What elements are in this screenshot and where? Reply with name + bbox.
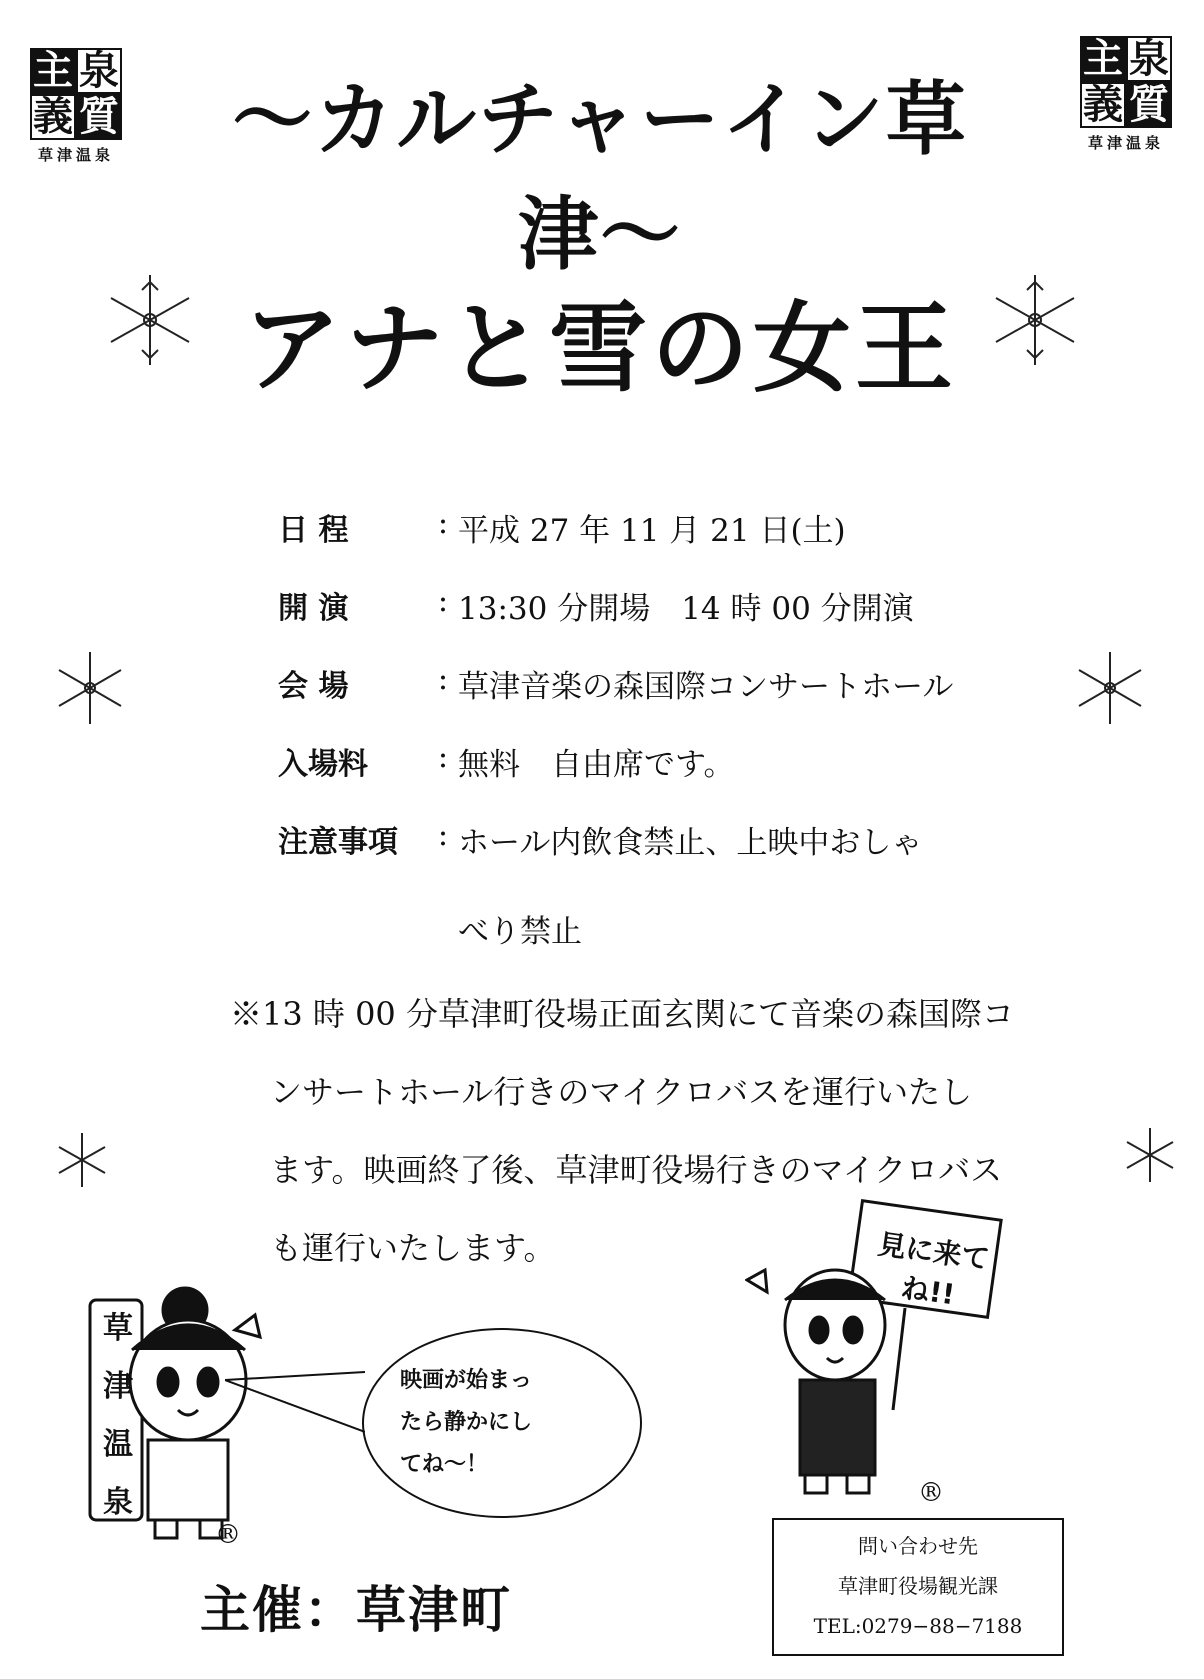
speech-bubble-tail (225, 1370, 365, 1440)
note-line: ※13 時 00 分草津町役場正面玄関にて音楽の森国際コ (230, 995, 1014, 1033)
snowflake-icon (985, 270, 1085, 370)
logo-subtitle: 草津温泉 (37, 146, 114, 164)
detail-row-notes: 注意事項 : ホール内飲食禁止、上映中おしゃ べり禁止 (278, 817, 1078, 973)
detail-value: 無料 自由席です。 (458, 747, 735, 783)
detail-value: 平成 27 年 11 月 21 日(土) (458, 513, 846, 549)
contact-title: 問い合わせ先 (858, 1534, 978, 1558)
main-title: アナと雪の女王 (242, 291, 957, 406)
detail-row-showtime: 開 演 : 13:30 分開場 14 時 00 分開演 (278, 583, 1078, 661)
logo-char: 主 (1080, 36, 1126, 82)
logo-subtitle: 草津温泉 (1087, 134, 1164, 152)
detail-label: 開 演 (278, 591, 349, 626)
contact-dept: 草津町役場観光課 (838, 1574, 998, 1598)
logo-char: 義 (1080, 82, 1126, 128)
snowflake-icon (50, 648, 130, 728)
logo-char: 泉 (76, 48, 122, 94)
detail-label: 注意事項 (278, 825, 398, 860)
logo-char: 質 (76, 94, 122, 140)
mascot-left-sign: 草津温泉 (103, 1311, 133, 1520)
organizer: 主催：草津町 (200, 1581, 512, 1639)
logo-char: 泉 (1126, 36, 1172, 82)
logo-char: 義 (30, 94, 76, 140)
snowflake-icon (1120, 1125, 1180, 1185)
detail-label: 入場料 (278, 747, 368, 782)
detail-row-admission: 入場料 : 無料 自由席です。 (278, 739, 1078, 817)
header-title: 〜カルチャーイン草津〜 (232, 72, 968, 281)
detail-label: 会 場 (278, 669, 349, 704)
mascot-right-sign: 見に来てね!! (875, 1227, 992, 1312)
snowflake-icon (1070, 648, 1150, 728)
detail-label: 日 程 (278, 513, 349, 548)
note-line: ンサートホール行きのマイクロバスを運行いたし (270, 1073, 973, 1111)
onsen-logo-right (1080, 36, 1172, 154)
speech-bubble-text: 映画が始まっ たら静かにし てね〜！ (400, 1368, 533, 1477)
onsen-logo-left (30, 48, 122, 166)
detail-row-date: 日 程 : 平成 27 年 11 月 21 日(土) (278, 505, 1078, 583)
snowflake-icon (100, 270, 200, 370)
logo-char: 主 (30, 48, 76, 94)
event-details (278, 505, 1078, 973)
note-line: ます。映画終了後、草津町役場行きのマイクロバス (270, 1151, 1003, 1189)
registered-mark: ® (215, 1520, 241, 1550)
snowflake-icon (52, 1130, 112, 1190)
detail-value: ホール内飲食禁止、上映中おしゃ (458, 825, 923, 861)
detail-value: 13:30 分開場 14 時 00 分開演 (458, 591, 914, 627)
detail-value-line2: べり禁止 (458, 914, 582, 950)
detail-value: 草津音楽の森国際コンサートホール (458, 669, 954, 705)
logo-char: 質 (1126, 82, 1172, 128)
registered-mark: ® (918, 1478, 944, 1508)
detail-row-venue: 会 場 : 草津音楽の森国際コンサートホール (278, 661, 1078, 739)
contact-tel: TEL:0279−88−7188 (813, 1614, 1023, 1638)
contact-box (772, 1518, 1064, 1656)
note-line: も運行いたします。 (270, 1229, 556, 1267)
